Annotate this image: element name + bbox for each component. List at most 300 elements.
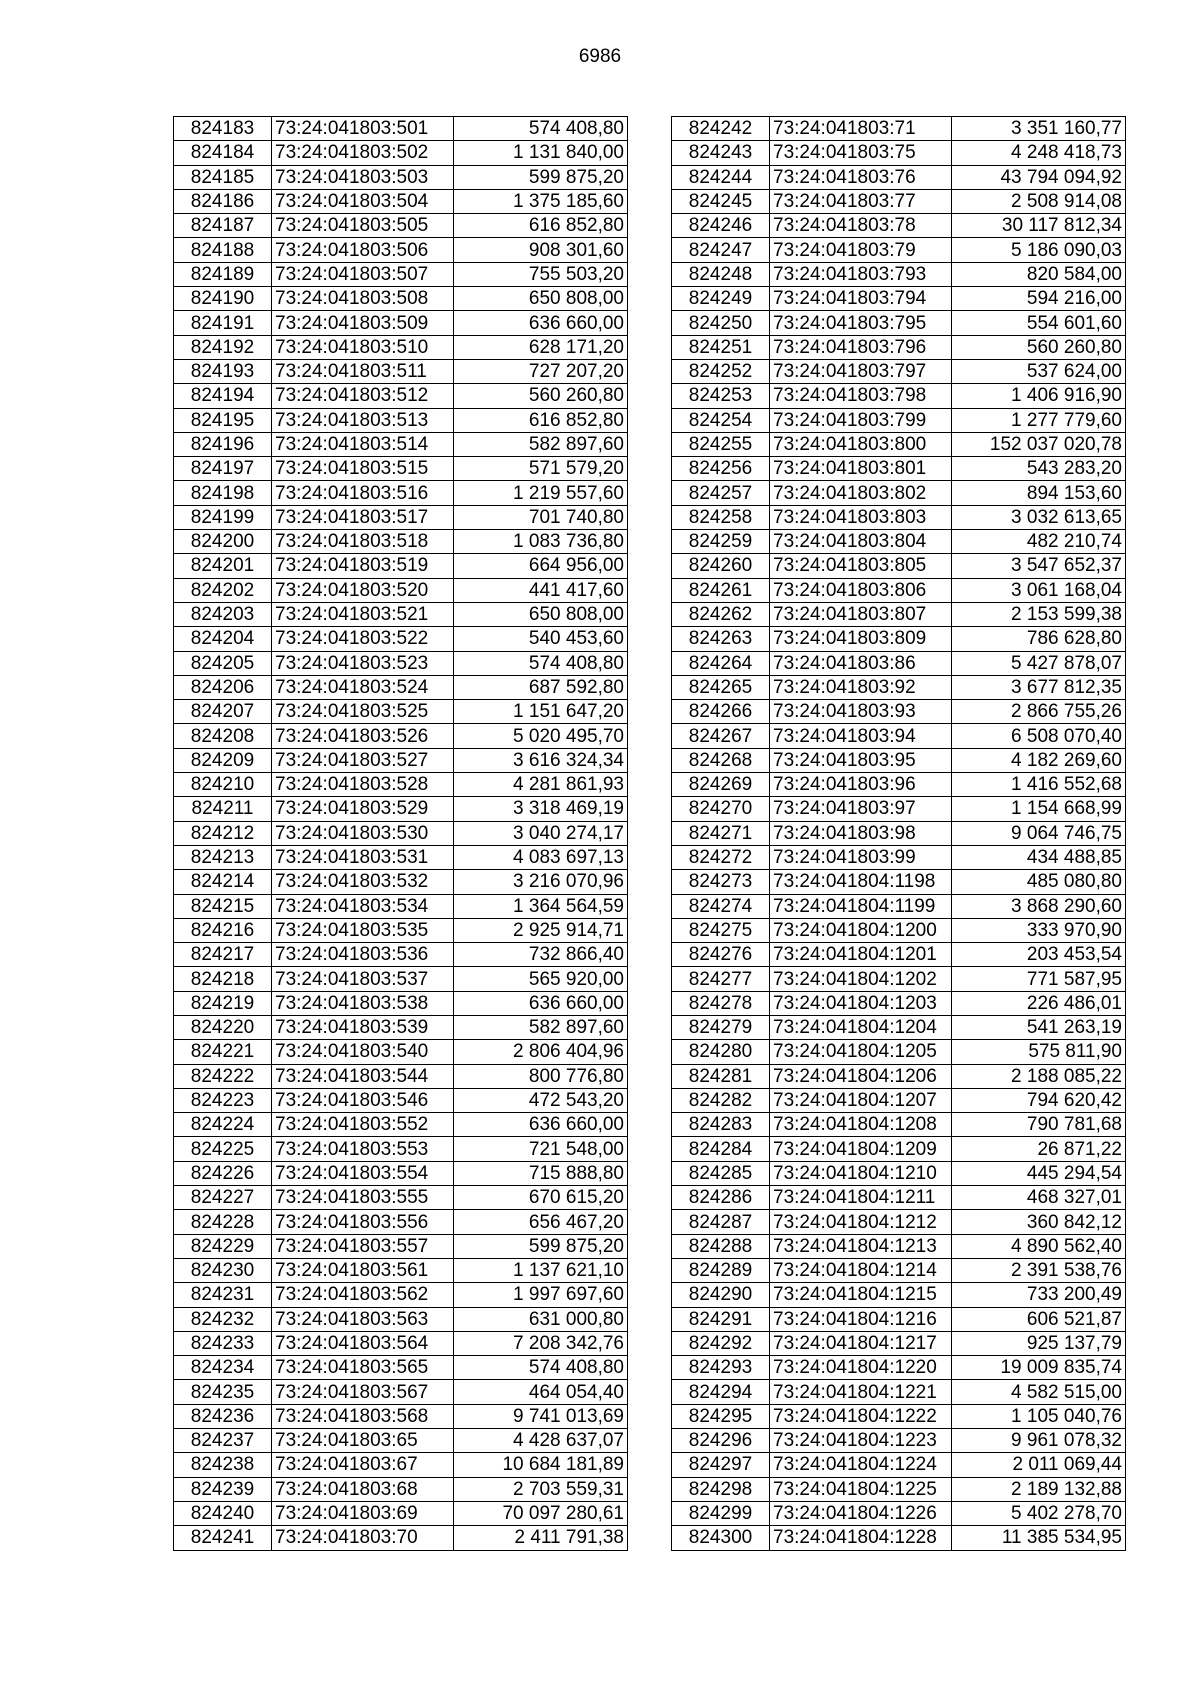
- cadastral-number: 73:24:041803:515: [272, 457, 454, 481]
- cadastral-number: 73:24:041804:1222: [770, 1404, 952, 1428]
- row-number: 824275: [672, 918, 770, 942]
- row-number: 824272: [672, 845, 770, 869]
- registry-table-right: [671, 116, 1126, 1551]
- cadastral-number: 73:24:041804:1216: [770, 1307, 952, 1331]
- row-number: 824251: [672, 335, 770, 359]
- cadastral-value: 543 283,20: [952, 457, 1126, 481]
- row-number: 824291: [672, 1307, 770, 1331]
- row-number: 824281: [672, 1064, 770, 1088]
- row-number: 824273: [672, 870, 770, 894]
- table-row: [174, 359, 628, 383]
- row-number: 824203: [174, 602, 272, 626]
- row-number: 824267: [672, 724, 770, 748]
- cadastral-value: 908 301,60: [454, 238, 628, 262]
- row-number: 824188: [174, 238, 272, 262]
- table-row: [672, 1040, 1126, 1064]
- cadastral-value: 5 020 495,70: [454, 724, 628, 748]
- table-row: [672, 1210, 1126, 1234]
- cadastral-number: 73:24:041803:517: [272, 505, 454, 529]
- cadastral-number: 73:24:041804:1220: [770, 1356, 952, 1380]
- table-row: [174, 967, 628, 991]
- cadastral-number: 73:24:041803:505: [272, 214, 454, 238]
- cadastral-number: 73:24:041803:514: [272, 432, 454, 456]
- row-number: 824202: [174, 578, 272, 602]
- row-number: 824299: [672, 1501, 770, 1525]
- cadastral-number: 73:24:041803:75: [770, 141, 952, 165]
- table-row: [174, 214, 628, 238]
- cadastral-value: 482 210,74: [952, 530, 1126, 554]
- cadastral-number: 73:24:041803:71: [770, 117, 952, 141]
- row-number: 824287: [672, 1210, 770, 1234]
- row-number: 824216: [174, 918, 272, 942]
- cadastral-value: 1 997 697,60: [454, 1283, 628, 1307]
- table-row: [174, 311, 628, 335]
- cadastral-number: 73:24:041803:528: [272, 773, 454, 797]
- row-number: 824234: [174, 1356, 272, 1380]
- table-row: [672, 311, 1126, 335]
- row-number: 824282: [672, 1088, 770, 1112]
- row-number: 824270: [672, 797, 770, 821]
- cadastral-number: 73:24:041803:805: [770, 554, 952, 578]
- cadastral-value: 670 615,20: [454, 1186, 628, 1210]
- table-row: [672, 1356, 1126, 1380]
- cadastral-number: 73:24:041803:509: [272, 311, 454, 335]
- table-row: [672, 1477, 1126, 1501]
- cadastral-value: 894 153,60: [952, 481, 1126, 505]
- cadastral-value: 582 897,60: [454, 432, 628, 456]
- cadastral-number: 73:24:041804:1226: [770, 1501, 952, 1525]
- table-row: [174, 505, 628, 529]
- cadastral-value: 3 040 274,17: [454, 821, 628, 845]
- table-row: [174, 651, 628, 675]
- cadastral-number: 73:24:041803:519: [272, 554, 454, 578]
- cadastral-number: 73:24:041803:532: [272, 870, 454, 894]
- cadastral-number: 73:24:041803:513: [272, 408, 454, 432]
- cadastral-value: 701 740,80: [454, 505, 628, 529]
- cadastral-number: 73:24:041803:564: [272, 1331, 454, 1355]
- table-row: [174, 335, 628, 359]
- cadastral-value: 19 009 835,74: [952, 1356, 1126, 1380]
- table-row: [174, 165, 628, 189]
- table-row: [174, 773, 628, 797]
- cadastral-value: 2 391 538,76: [952, 1258, 1126, 1282]
- cadastral-number: 73:24:041803:69: [272, 1501, 454, 1525]
- cadastral-value: 1 364 564,59: [454, 894, 628, 918]
- cadastral-value: 732 866,40: [454, 943, 628, 967]
- cadastral-number: 73:24:041803:555: [272, 1186, 454, 1210]
- cadastral-number: 73:24:041803:801: [770, 457, 952, 481]
- row-number: 824260: [672, 554, 770, 578]
- cadastral-number: 73:24:041803:86: [770, 651, 952, 675]
- table-row: [672, 1526, 1126, 1550]
- table-row: [672, 1501, 1126, 1525]
- cadastral-number: 73:24:041803:92: [770, 675, 952, 699]
- cadastral-number: 73:24:041804:1204: [770, 1015, 952, 1039]
- cadastral-value: 360 842,12: [952, 1210, 1126, 1234]
- cadastral-value: 733 200,49: [952, 1283, 1126, 1307]
- row-number: 824244: [672, 165, 770, 189]
- table-row: [174, 724, 628, 748]
- cadastral-value: 152 037 020,78: [952, 432, 1126, 456]
- row-number: 824221: [174, 1040, 272, 1064]
- cadastral-value: 575 811,90: [952, 1040, 1126, 1064]
- table-row: [174, 262, 628, 286]
- cadastral-value: 636 660,00: [454, 1113, 628, 1137]
- row-number: 824265: [672, 675, 770, 699]
- cadastral-number: 73:24:041804:1210: [770, 1161, 952, 1185]
- table-row: [174, 408, 628, 432]
- row-number: 824283: [672, 1113, 770, 1137]
- row-number: 824279: [672, 1015, 770, 1039]
- cadastral-number: 73:24:041803:76: [770, 165, 952, 189]
- row-number: 824210: [174, 773, 272, 797]
- cadastral-number: 73:24:041804:1228: [770, 1526, 952, 1550]
- cadastral-value: 10 684 181,89: [454, 1453, 628, 1477]
- row-number: 824285: [672, 1161, 770, 1185]
- cadastral-number: 73:24:041803:539: [272, 1015, 454, 1039]
- row-number: 824298: [672, 1477, 770, 1501]
- cadastral-value: 5 402 278,70: [952, 1501, 1126, 1525]
- cadastral-value: 2 508 914,08: [952, 189, 1126, 213]
- cadastral-value: 3 216 070,96: [454, 870, 628, 894]
- row-number: 824223: [174, 1088, 272, 1112]
- row-number: 824243: [672, 141, 770, 165]
- table-row: [174, 141, 628, 165]
- cadastral-number: 73:24:041803:524: [272, 675, 454, 699]
- cadastral-value: 468 327,01: [952, 1186, 1126, 1210]
- row-number: 824218: [174, 967, 272, 991]
- cadastral-value: 4 582 515,00: [952, 1380, 1126, 1404]
- table-row: [672, 1161, 1126, 1185]
- cadastral-value: 4 248 418,73: [952, 141, 1126, 165]
- cadastral-number: 73:24:041804:1212: [770, 1210, 952, 1234]
- cadastral-value: 565 920,00: [454, 967, 628, 991]
- row-number: 824207: [174, 700, 272, 724]
- table-row: [174, 1088, 628, 1112]
- cadastral-number: 73:24:041803:800: [770, 432, 952, 456]
- row-number: 824261: [672, 578, 770, 602]
- table-row: [174, 797, 628, 821]
- cadastral-value: 4 428 637,07: [454, 1429, 628, 1453]
- table-row: [174, 1186, 628, 1210]
- cadastral-value: 4 281 861,93: [454, 773, 628, 797]
- table-row: [174, 287, 628, 311]
- row-number: 824252: [672, 359, 770, 383]
- cadastral-number: 73:24:041803:94: [770, 724, 952, 748]
- cadastral-number: 73:24:041803:518: [272, 530, 454, 554]
- table-row: [672, 457, 1126, 481]
- row-number: 824199: [174, 505, 272, 529]
- cadastral-number: 73:24:041803:67: [272, 1453, 454, 1477]
- cadastral-value: 3 032 613,65: [952, 505, 1126, 529]
- cadastral-value: 786 628,80: [952, 627, 1126, 651]
- table-row: [672, 918, 1126, 942]
- row-number: 824241: [174, 1526, 272, 1550]
- cadastral-number: 73:24:041803:536: [272, 943, 454, 967]
- row-number: 824220: [174, 1015, 272, 1039]
- row-number: 824191: [174, 311, 272, 335]
- cadastral-number: 73:24:041803:508: [272, 287, 454, 311]
- table-row: [672, 1113, 1126, 1137]
- cadastral-value: 594 216,00: [952, 287, 1126, 311]
- table-row: [672, 1137, 1126, 1161]
- cadastral-number: 73:24:041803:502: [272, 141, 454, 165]
- cadastral-number: 73:24:041804:1221: [770, 1380, 952, 1404]
- cadastral-number: 73:24:041803:546: [272, 1088, 454, 1112]
- table-row: [672, 700, 1126, 724]
- cadastral-number: 73:24:041804:1206: [770, 1064, 952, 1088]
- table-row: [672, 1453, 1126, 1477]
- cadastral-value: 755 503,20: [454, 262, 628, 286]
- cadastral-value: 2 806 404,96: [454, 1040, 628, 1064]
- row-number: 824268: [672, 748, 770, 772]
- cadastral-number: 73:24:041804:1198: [770, 870, 952, 894]
- table-row: [672, 117, 1126, 141]
- cadastral-value: 203 453,54: [952, 943, 1126, 967]
- table-row: [672, 1429, 1126, 1453]
- cadastral-number: 73:24:041803:501: [272, 117, 454, 141]
- cadastral-value: 1 105 040,76: [952, 1404, 1126, 1428]
- table-row: [174, 1380, 628, 1404]
- cadastral-number: 73:24:041804:1199: [770, 894, 952, 918]
- cadastral-number: 73:24:041804:1207: [770, 1088, 952, 1112]
- row-number: 824236: [174, 1404, 272, 1428]
- row-number: 824292: [672, 1331, 770, 1355]
- row-number: 824266: [672, 700, 770, 724]
- cadastral-number: 73:24:041803:799: [770, 408, 952, 432]
- table-row: [672, 287, 1126, 311]
- table-row: [672, 505, 1126, 529]
- cadastral-number: 73:24:041803:568: [272, 1404, 454, 1428]
- row-number: 824217: [174, 943, 272, 967]
- row-number: 824297: [672, 1453, 770, 1477]
- cadastral-value: 616 852,80: [454, 408, 628, 432]
- table-row: [672, 651, 1126, 675]
- cadastral-number: 73:24:041803:563: [272, 1307, 454, 1331]
- table-row: [174, 117, 628, 141]
- cadastral-number: 73:24:041803:504: [272, 189, 454, 213]
- table-row: [672, 1307, 1126, 1331]
- row-number: 824194: [174, 384, 272, 408]
- row-number: 824197: [174, 457, 272, 481]
- cadastral-number: 73:24:041803:795: [770, 311, 952, 335]
- cadastral-number: 73:24:041803:79: [770, 238, 952, 262]
- cadastral-number: 73:24:041803:796: [770, 335, 952, 359]
- cadastral-number: 73:24:041803:544: [272, 1064, 454, 1088]
- row-number: 824214: [174, 870, 272, 894]
- cadastral-number: 73:24:041803:99: [770, 845, 952, 869]
- row-number: 824195: [174, 408, 272, 432]
- table-row: [672, 262, 1126, 286]
- row-number: 824211: [174, 797, 272, 821]
- cadastral-number: 73:24:041803:561: [272, 1258, 454, 1282]
- row-number: 824274: [672, 894, 770, 918]
- cadastral-value: 11 385 534,95: [952, 1526, 1126, 1550]
- cadastral-value: 2 153 599,38: [952, 602, 1126, 626]
- cadastral-value: 3 061 168,04: [952, 578, 1126, 602]
- row-number: 824184: [174, 141, 272, 165]
- cadastral-value: 650 808,00: [454, 602, 628, 626]
- cadastral-value: 70 097 280,61: [454, 1501, 628, 1525]
- table-row: [174, 991, 628, 1015]
- row-number: 824246: [672, 214, 770, 238]
- cadastral-value: 541 263,19: [952, 1015, 1126, 1039]
- table-row: [672, 627, 1126, 651]
- table-row: [672, 141, 1126, 165]
- cadastral-value: 800 776,80: [454, 1064, 628, 1088]
- row-number: 824256: [672, 457, 770, 481]
- table-row: [672, 870, 1126, 894]
- row-number: 824186: [174, 189, 272, 213]
- table-row: [174, 845, 628, 869]
- cadastral-number: 73:24:041803:93: [770, 700, 952, 724]
- cadastral-number: 73:24:041803:78: [770, 214, 952, 238]
- cadastral-value: 599 875,20: [454, 165, 628, 189]
- cadastral-number: 73:24:041804:1215: [770, 1283, 952, 1307]
- cadastral-number: 73:24:041803:562: [272, 1283, 454, 1307]
- row-number: 824222: [174, 1064, 272, 1088]
- table-row: [672, 943, 1126, 967]
- cadastral-number: 73:24:041803:98: [770, 821, 952, 845]
- cadastral-number: 73:24:041803:511: [272, 359, 454, 383]
- table-row: [174, 1040, 628, 1064]
- row-number: 824213: [174, 845, 272, 869]
- table-row: [672, 748, 1126, 772]
- cadastral-number: 73:24:041803:535: [272, 918, 454, 942]
- cadastral-value: 9 064 746,75: [952, 821, 1126, 845]
- cadastral-number: 73:24:041803:554: [272, 1161, 454, 1185]
- cadastral-number: 73:24:041803:540: [272, 1040, 454, 1064]
- cadastral-value: 1 277 779,60: [952, 408, 1126, 432]
- row-number: 824276: [672, 943, 770, 967]
- row-number: 824204: [174, 627, 272, 651]
- row-number: 824185: [174, 165, 272, 189]
- cadastral-value: 727 207,20: [454, 359, 628, 383]
- cadastral-value: 1 131 840,00: [454, 141, 628, 165]
- cadastral-value: 636 660,00: [454, 311, 628, 335]
- cadastral-value: 4 182 269,60: [952, 748, 1126, 772]
- row-number: 824196: [174, 432, 272, 456]
- cadastral-value: 2 411 791,38: [454, 1526, 628, 1550]
- table-row: [174, 1477, 628, 1501]
- cadastral-value: 574 408,80: [454, 117, 628, 141]
- cadastral-number: 73:24:041803:77: [770, 189, 952, 213]
- cadastral-value: 616 852,80: [454, 214, 628, 238]
- row-number: 824288: [672, 1234, 770, 1258]
- table-row: [672, 1234, 1126, 1258]
- row-number: 824248: [672, 262, 770, 286]
- table-row: [174, 554, 628, 578]
- cadastral-number: 73:24:041803:70: [272, 1526, 454, 1550]
- cadastral-number: 73:24:041803:797: [770, 359, 952, 383]
- cadastral-number: 73:24:041803:68: [272, 1477, 454, 1501]
- cadastral-number: 73:24:041804:1211: [770, 1186, 952, 1210]
- row-number: 824300: [672, 1526, 770, 1550]
- table-row: [672, 894, 1126, 918]
- cadastral-value: 3 547 652,37: [952, 554, 1126, 578]
- cadastral-value: 794 620,42: [952, 1088, 1126, 1112]
- cadastral-number: 73:24:041803:553: [272, 1137, 454, 1161]
- table-row: [672, 1258, 1126, 1282]
- cadastral-number: 73:24:041804:1209: [770, 1137, 952, 1161]
- cadastral-value: 226 486,01: [952, 991, 1126, 1015]
- cadastral-value: 1 375 185,60: [454, 189, 628, 213]
- row-number: 824258: [672, 505, 770, 529]
- cadastral-number: 73:24:041804:1201: [770, 943, 952, 967]
- cadastral-number: 73:24:041803:510: [272, 335, 454, 359]
- row-number: 824250: [672, 311, 770, 335]
- cadastral-number: 73:24:041803:525: [272, 700, 454, 724]
- table-row: [174, 457, 628, 481]
- row-number: 824254: [672, 408, 770, 432]
- table-row: [672, 1064, 1126, 1088]
- cadastral-value: 1 154 668,99: [952, 797, 1126, 821]
- table-row: [174, 1331, 628, 1355]
- cadastral-value: 560 260,80: [952, 335, 1126, 359]
- cadastral-value: 636 660,00: [454, 991, 628, 1015]
- row-number: 824271: [672, 821, 770, 845]
- cadastral-value: 2 925 914,71: [454, 918, 628, 942]
- table-row: [672, 189, 1126, 213]
- row-number: 824245: [672, 189, 770, 213]
- cadastral-value: 554 601,60: [952, 311, 1126, 335]
- row-number: 824238: [174, 1453, 272, 1477]
- row-number: 824295: [672, 1404, 770, 1428]
- cadastral-value: 1 137 621,10: [454, 1258, 628, 1282]
- cadastral-value: 1 416 552,68: [952, 773, 1126, 797]
- cadastral-value: 4 890 562,40: [952, 1234, 1126, 1258]
- row-number: 824269: [672, 773, 770, 797]
- cadastral-value: 571 579,20: [454, 457, 628, 481]
- cadastral-value: 540 453,60: [454, 627, 628, 651]
- table-row: [174, 1307, 628, 1331]
- cadastral-number: 73:24:041804:1213: [770, 1234, 952, 1258]
- row-number: 824206: [174, 675, 272, 699]
- cadastral-number: 73:24:041804:1202: [770, 967, 952, 991]
- table-row: [174, 1429, 628, 1453]
- row-number: 824193: [174, 359, 272, 383]
- table-row: [672, 1404, 1126, 1428]
- cadastral-value: 472 543,20: [454, 1088, 628, 1112]
- table-row: [672, 408, 1126, 432]
- row-number: 824262: [672, 602, 770, 626]
- cadastral-value: 574 408,80: [454, 651, 628, 675]
- table-row: [672, 1283, 1126, 1307]
- cadastral-value: 1 151 647,20: [454, 700, 628, 724]
- cadastral-number: 73:24:041803:516: [272, 481, 454, 505]
- table-row: [672, 675, 1126, 699]
- table-row: [174, 821, 628, 845]
- table-row: [672, 821, 1126, 845]
- cadastral-number: 73:24:041803:521: [272, 602, 454, 626]
- row-number: 824240: [174, 1501, 272, 1525]
- row-number: 824278: [672, 991, 770, 1015]
- cadastral-value: 628 171,20: [454, 335, 628, 359]
- table-row: [672, 432, 1126, 456]
- cadastral-number: 73:24:041804:1200: [770, 918, 952, 942]
- cadastral-number: 73:24:041803:65: [272, 1429, 454, 1453]
- cadastral-value: 4 083 697,13: [454, 845, 628, 869]
- cadastral-value: 434 488,85: [952, 845, 1126, 869]
- table-row: [174, 602, 628, 626]
- table-row: [672, 1088, 1126, 1112]
- row-number: 824242: [672, 117, 770, 141]
- cadastral-value: 2 703 559,31: [454, 1477, 628, 1501]
- cadastral-number: 73:24:041804:1205: [770, 1040, 952, 1064]
- table-row: [672, 530, 1126, 554]
- table-row: [174, 1526, 628, 1550]
- cadastral-value: 464 054,40: [454, 1380, 628, 1404]
